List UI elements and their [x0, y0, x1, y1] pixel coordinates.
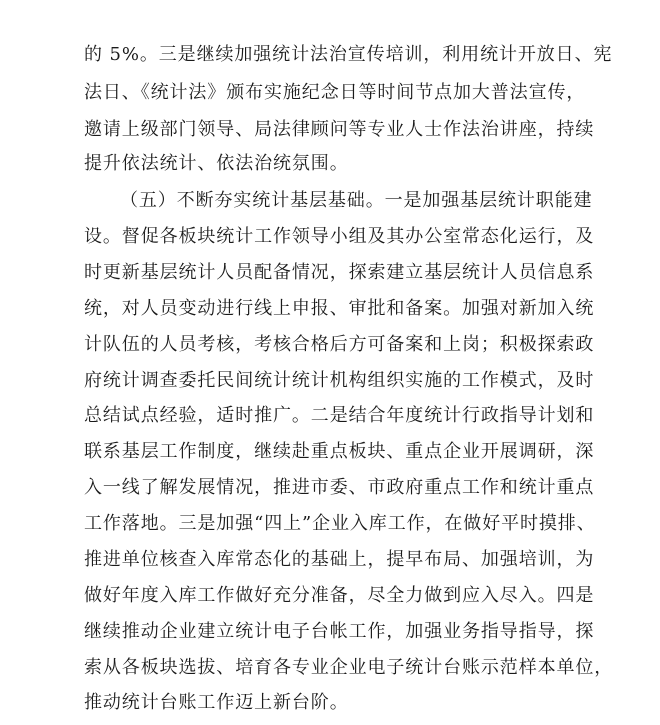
text-line: 联系基层工作制度，继续赴重点板块、重点企业开展调研，深 [84, 441, 595, 462]
text-line: 计队伍的人员考核，考核合格后方可备案和上岗；积极探索政 [84, 334, 595, 355]
text-line: 的 5%。三是继续加强统计法治宣传培训，利用统计开放日、宪 [84, 44, 613, 65]
text-line: 统，对人员变动进行线上申报、审批和备案。加强对新加入统 [84, 298, 595, 319]
paragraph-heading-line: （五）不断夯实统计基层基础。一是加强基层统计职能建 [120, 190, 593, 211]
text-line: 推进单位核查入库常态化的基础上，提早布局、加强培训，为 [84, 549, 595, 570]
text-line: 继续推动企业建立统计电子台帐工作，加强业务指导指导，探 [84, 621, 595, 642]
text-line: 做好年度入库工作做好充分准备，尽全力做到应入尽入。四是 [84, 585, 595, 606]
text-line: 设。督促各板块统计工作领导小组及其办公室常态化运行，及 [84, 226, 595, 247]
text-line: 法日、《统计法》颁布实施纪念日等时间节点加大普法宣传， [84, 82, 586, 103]
text-line: 入一线了解发展情况，推进市委、市政府重点工作和统计重点 [84, 477, 595, 498]
text-line: 工作落地。三是加强“四上”企业入库工作，在做好平时摸排、 [84, 513, 596, 534]
text-line: 邀请上级部门领导、局法律顾问等专业人士作法治讲座，持续 [84, 119, 595, 140]
text-line: 索从各板块选拔、培育各专业企业电子统计台账示范样本单位， [84, 657, 614, 678]
text-line: 推动统计台账工作迈上新台阶。 [84, 692, 349, 713]
text-line: 府统计调查委托民间统计统计机构组织实施的工作模式，及时 [84, 370, 595, 391]
text-line: 总结试点经验，适时推广。二是结合年度统计行政指导计划和 [84, 405, 595, 426]
text-line: 提升依法统计、依法治统氛围。 [84, 153, 349, 174]
text-line: 时更新基层统计人员配备情况，探索建立基层统计人员信息系 [84, 262, 595, 283]
